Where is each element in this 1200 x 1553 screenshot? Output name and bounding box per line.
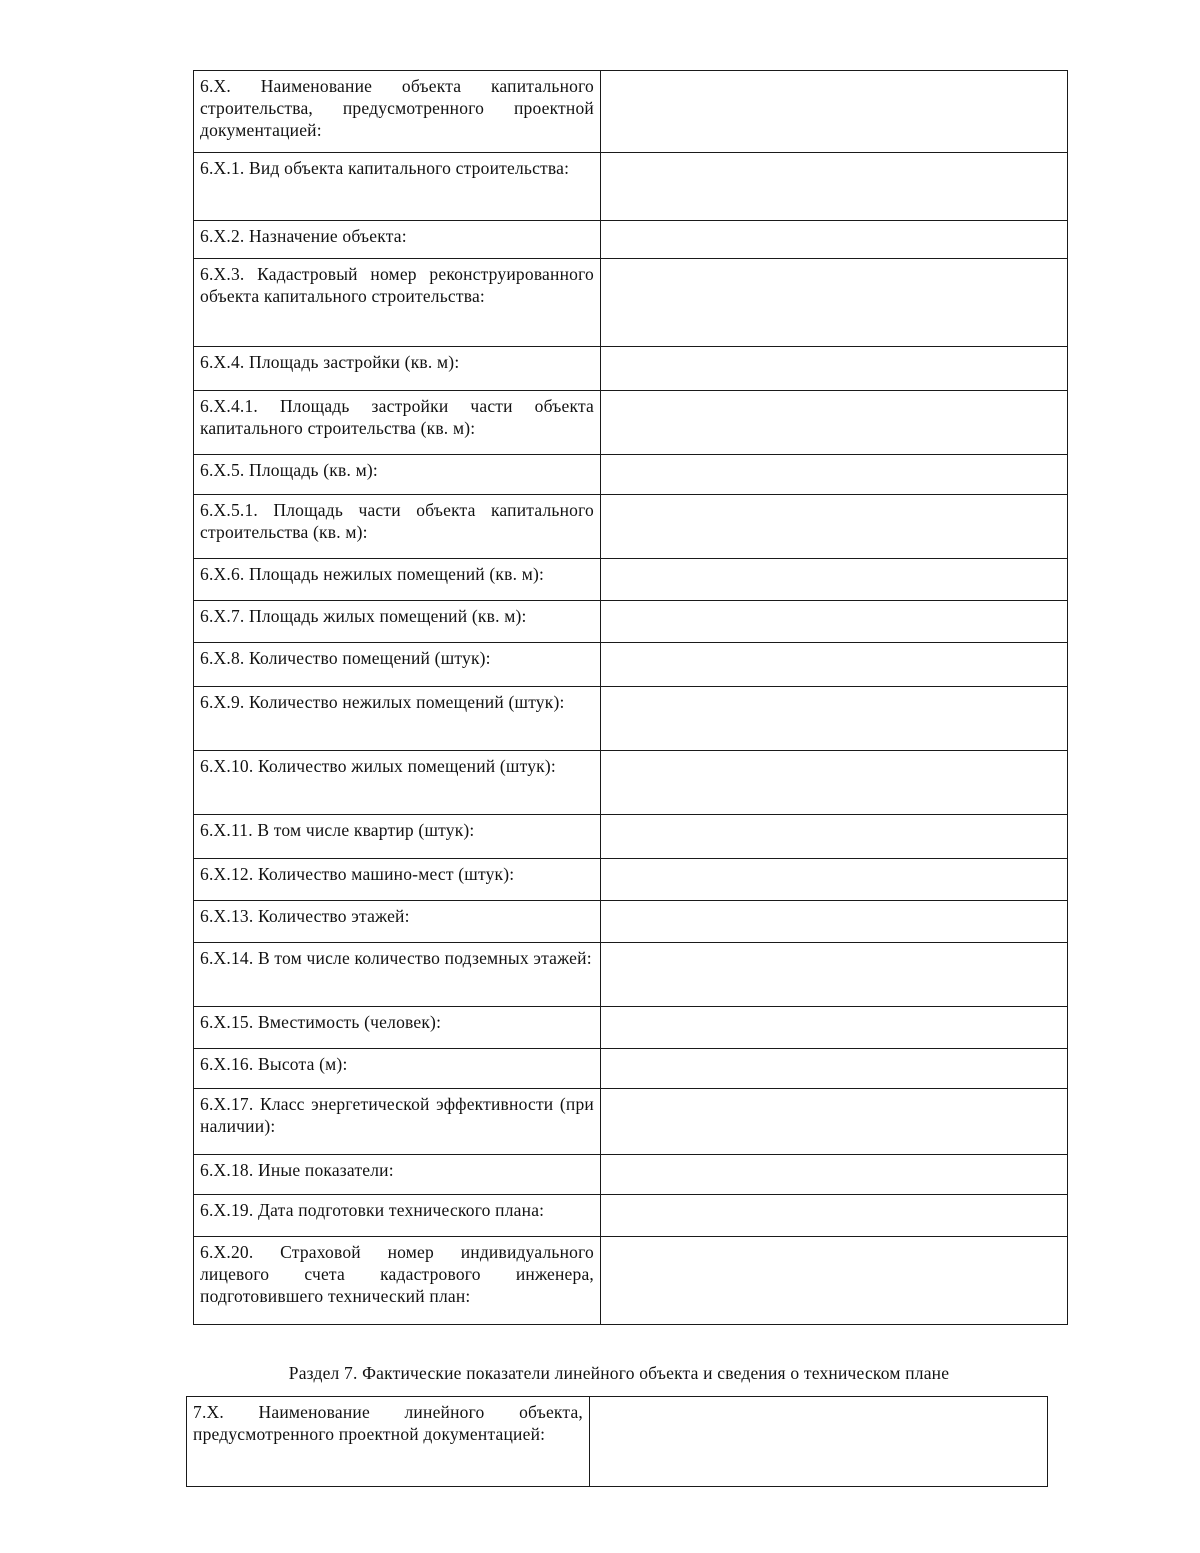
field-label: 6.Х.13. Количество этажей:: [194, 901, 601, 943]
section-6-table: [193, 70, 1068, 1325]
table-row: [194, 1237, 1068, 1325]
field-value[interactable]: [601, 601, 1068, 643]
field-value[interactable]: [601, 643, 1068, 687]
table-row: [194, 347, 1068, 391]
table-row: [194, 1007, 1068, 1049]
table-row: [194, 601, 1068, 643]
field-value[interactable]: [601, 1237, 1068, 1325]
table-row: [194, 901, 1068, 943]
table-row: [194, 751, 1068, 815]
field-label: 7.Х. Наименование линейного объекта, предусмотренного проектной документацией:: [187, 1397, 590, 1487]
field-value[interactable]: [601, 687, 1068, 751]
table-row: [194, 1049, 1068, 1089]
field-label: 6.Х.3. Кадастровый номер реконструированного объекта капитального строительства:: [194, 259, 601, 347]
field-label: 6.Х.16. Высота (м):: [194, 1049, 601, 1089]
field-label: 6.Х.20. Страховой номер индивидуального лицевого счета кадастрового инженера, подготовившего технический план:: [194, 1237, 601, 1325]
field-value[interactable]: [601, 559, 1068, 601]
field-label: 6.Х.4. Площадь застройки (кв. м):: [194, 347, 601, 391]
field-value[interactable]: [601, 1049, 1068, 1089]
field-value[interactable]: [601, 221, 1068, 259]
field-label: 6.Х.11. В том числе квартир (штук):: [194, 815, 601, 859]
field-label: 6.Х.9. Количество нежилых помещений (штук):: [194, 687, 601, 751]
table-row: [194, 71, 1068, 153]
section-7-table: [186, 1396, 1048, 1487]
field-label: 6.Х.6. Площадь нежилых помещений (кв. м):: [194, 559, 601, 601]
table-row: [194, 221, 1068, 259]
table-row: [194, 643, 1068, 687]
table-row: [187, 1397, 1048, 1487]
table-row: [194, 1089, 1068, 1155]
field-label: 6.Х.7. Площадь жилых помещений (кв. м):: [194, 601, 601, 643]
field-value[interactable]: [601, 495, 1068, 559]
table-row: [194, 943, 1068, 1007]
field-label: 6.Х.10. Количество жилых помещений (штук):: [194, 751, 601, 815]
field-label: 6.Х.4.1. Площадь застройки части объекта капитального строительства (кв. м):: [194, 391, 601, 455]
field-value[interactable]: [601, 1155, 1068, 1195]
field-label: 6.Х.19. Дата подготовки технического плана:: [194, 1195, 601, 1237]
field-label: 6.Х.5.1. Площадь части объекта капитального строительства (кв. м):: [194, 495, 601, 559]
table-row: [194, 859, 1068, 901]
table-row: [194, 391, 1068, 455]
field-value[interactable]: [601, 259, 1068, 347]
field-value[interactable]: [601, 347, 1068, 391]
field-value[interactable]: [590, 1397, 1048, 1487]
field-value[interactable]: [601, 901, 1068, 943]
field-value[interactable]: [601, 859, 1068, 901]
field-value[interactable]: [601, 1195, 1068, 1237]
table-row: [194, 153, 1068, 221]
field-value[interactable]: [601, 391, 1068, 455]
field-label: 6.Х. Наименование объекта капитального строительства, предусмотренного проектной документацией:: [194, 71, 601, 153]
table-row: [194, 259, 1068, 347]
field-value[interactable]: [601, 71, 1068, 153]
table-row: [194, 495, 1068, 559]
field-label: 6.Х.8. Количество помещений (штук):: [194, 643, 601, 687]
table-row: [194, 455, 1068, 495]
field-label: 6.Х.2. Назначение объекта:: [194, 221, 601, 259]
field-label: 6.Х.17. Класс энергетической эффективности (при наличии):: [194, 1089, 601, 1155]
field-label: 6.Х.12. Количество машино-мест (штук):: [194, 859, 601, 901]
section-7-heading: Раздел 7. Фактические показатели линейного объекта и сведения о техническом плане: [288, 1363, 950, 1383]
field-label: 6.Х.1. Вид объекта капитального строительства:: [194, 153, 601, 221]
field-value[interactable]: [601, 751, 1068, 815]
field-value[interactable]: [601, 1007, 1068, 1049]
field-label: 6.Х.15. Вместимость (человек):: [194, 1007, 601, 1049]
table-row: [194, 687, 1068, 751]
table-row: [194, 1155, 1068, 1195]
table-row: [194, 1195, 1068, 1237]
field-value[interactable]: [601, 815, 1068, 859]
field-value[interactable]: [601, 943, 1068, 1007]
table-row: [194, 815, 1068, 859]
field-value[interactable]: [601, 153, 1068, 221]
table-row: [194, 559, 1068, 601]
field-label: 6.Х.5. Площадь (кв. м):: [194, 455, 601, 495]
field-value[interactable]: [601, 1089, 1068, 1155]
field-label: 6.Х.14. В том числе количество подземных этажей:: [194, 943, 601, 1007]
field-label: 6.Х.18. Иные показатели:: [194, 1155, 601, 1195]
field-value[interactable]: [601, 455, 1068, 495]
